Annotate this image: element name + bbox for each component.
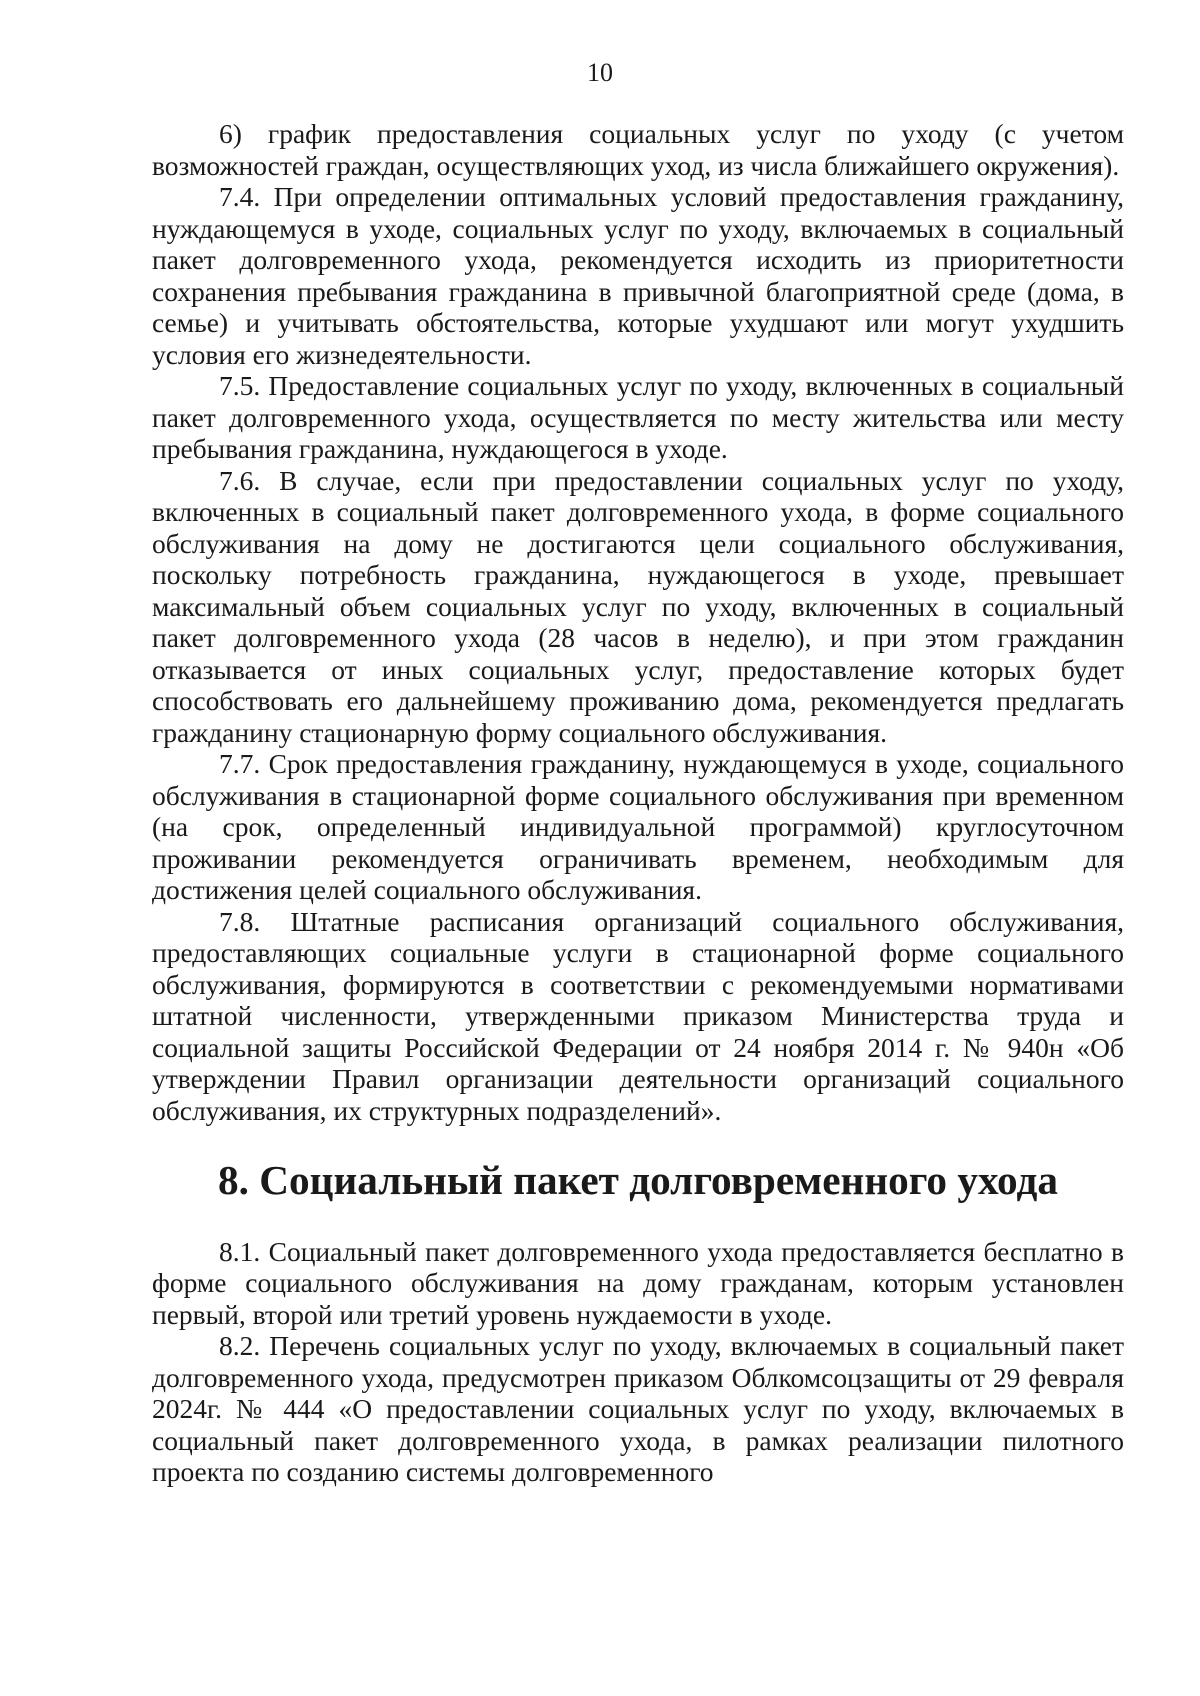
paragraph-7-8: 7.8. Штатные расписания организаций социального обслуживания, предоставляющих социальные услуги в стационарной форме социального обслуживания, формируются в соответствии с рекомендуемыми нормативами штатной численности, утвержденными приказом Министерства труда и социальной защиты Российской Федерации от 24 ноября 2014 г. № 940н «Об утверждении Правил организации деятельности организаций социального обслуживания, их структурных подразделений». bbox=[152, 905, 1124, 1126]
paragraph-7-7: 7.7. Срок предоставления гражданину, нуждающемуся в уходе, социального обслуживания в стационарной форме социального обслуживания при временном (на срок, определенный индивидуальной программой) круглосуточном проживании рекомендуется ограничивать временем, необходимым для достижения целей социального обслуживания. bbox=[152, 748, 1124, 905]
section-heading: 8. Социальный пакет долговременного ухода bbox=[218, 1157, 1058, 1203]
paragraph-7-6: 7.6. В случае, если при предоставлении социальных услуг по уходу, включенных в социальный пакет долговременного ухода, в форме социального обслуживания на дому не достигаются цели социального обслуживания, поскольку потребность гражданина, нуждающегося в уходе, превышает максимальный объем социальных услуг по уходу, включенных в социальный пакет долговременного ухода (28 часов в неделю), и при этом гражданин отказывается от иных социальных услуг, предоставление которых будет способствовать его дальнейшему проживанию дома, рекомендуется предлагать гражданину стационарную форму социального обслуживания. bbox=[152, 464, 1124, 748]
paragraph-7-4: 7.4. При определении оптимальных условий предоставления гражданину, нуждающемуся в уходе, социальных услуг по уходу, включаемых в социальный пакет долговременного ухода, рекомендуется исходить из приоритетности сохранения пребывания гражданина в привычной благоприятной среде (дома, в семье) и учитывать обстоятельства, которые ухудшают или могут ухудшить условия его жизнедеятельности. bbox=[152, 181, 1124, 370]
paragraph-8-1: 8.1. Социальный пакет долговременного ухода предоставляется бесплатно в форме социального обслуживания на дому гражданам, которым установлен первый, второй или третий уровень нуждаемости в уходе. bbox=[152, 1235, 1124, 1330]
document-body bbox=[152, 118, 1124, 1488]
paragraph-7-5: 7.5. Предоставление социальных услуг по уходу, включенных в социальный пакет долговременного ухода, осуществляется по месту жительства или месту пребывания гражданина, нуждающегося в уходе. bbox=[152, 370, 1124, 464]
page-number: 10 bbox=[587, 58, 613, 87]
paragraph-8-2: 8.2. Перечень социальных услуг по уходу, включаемых в социальный пакет долговременного ухода, предусмотрен приказом Облкомсоцзащиты от 29 февраля 2024г. № 444 «О предоставлении социальных услуг по уходу, включаемых в социальный пакет долговременного ухода, в рамках реализации пилотного проекта по созданию системы долговременного bbox=[152, 1330, 1124, 1487]
paragraph-6-care-schedule: 6) график предоставления социальных услуг по уходу (с учетом возможностей граждан, осуществляющих уход, из числа ближайшего окружения). bbox=[152, 118, 1124, 181]
